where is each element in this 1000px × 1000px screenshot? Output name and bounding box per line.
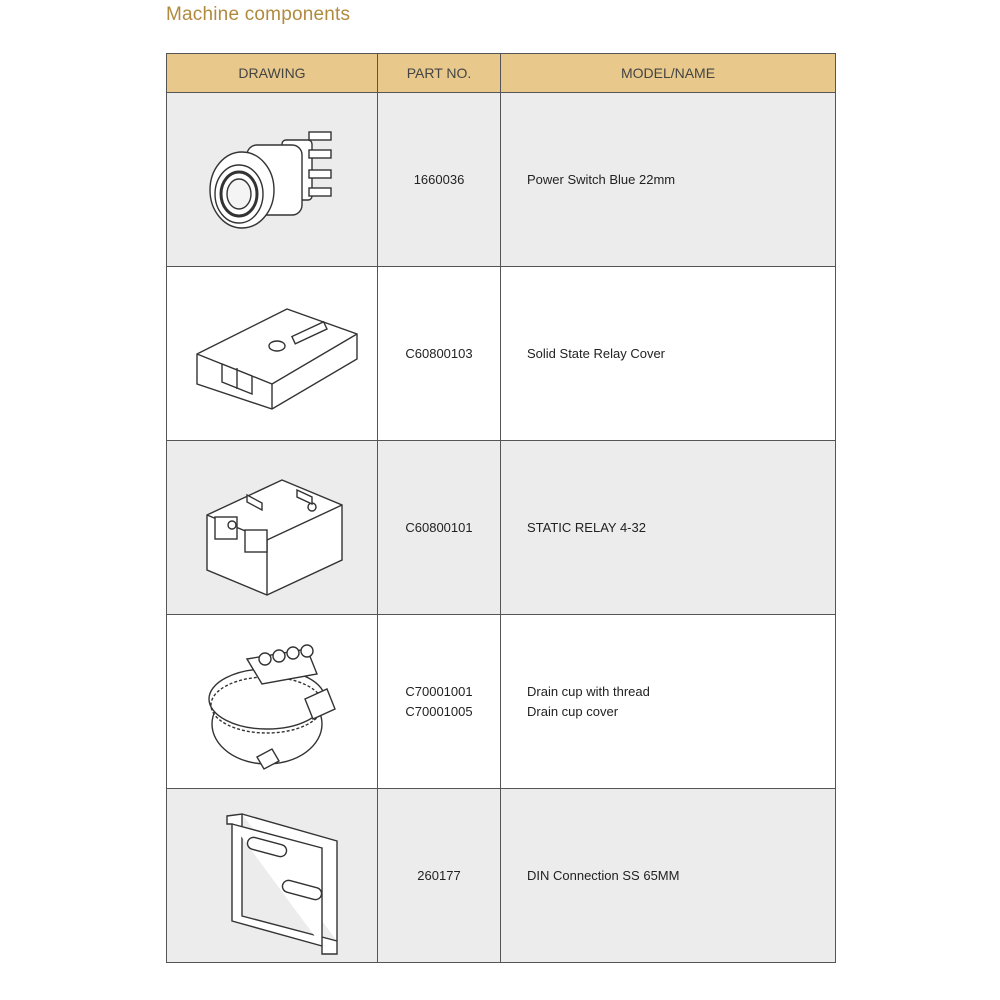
model-cell xyxy=(501,267,836,441)
din-rail-drawing xyxy=(187,796,357,956)
part-number: C60800101 xyxy=(405,519,473,535)
drawing-cell xyxy=(167,93,378,267)
part-number: C70001005 xyxy=(405,703,473,719)
table-row xyxy=(167,441,836,615)
drawing-cell xyxy=(167,789,378,963)
drawing-cell xyxy=(167,441,378,615)
drain-cup-drawing xyxy=(187,629,357,774)
components-table xyxy=(166,53,836,963)
part-number: C70001001 xyxy=(405,683,473,699)
model-cell xyxy=(501,93,836,267)
part-no-cell xyxy=(378,267,501,441)
model-name: Power Switch Blue 22mm xyxy=(527,171,676,187)
relay-cover-drawing xyxy=(177,284,367,424)
part-no-cell xyxy=(378,93,501,267)
header-model-name: MODEL/NAME xyxy=(501,54,836,93)
table-header-row xyxy=(167,54,836,93)
table-row xyxy=(167,93,836,267)
power-switch-drawing xyxy=(187,110,357,250)
model-name: DIN Connection SS 65MM xyxy=(527,867,680,883)
table-row xyxy=(167,615,836,789)
part-number: 1660036 xyxy=(413,171,465,187)
table-row xyxy=(167,789,836,963)
model-name: Solid State Relay Cover xyxy=(527,345,666,361)
page-title: Machine components xyxy=(166,4,351,25)
model-name: Drain cup cover xyxy=(527,703,619,719)
drawing-cell xyxy=(167,267,378,441)
model-name: Drain cup with thread xyxy=(527,683,650,699)
part-no-cell xyxy=(378,615,501,789)
model-name: STATIC RELAY 4-32 xyxy=(527,519,646,535)
static-relay-drawing xyxy=(187,455,357,600)
header-part-no: PART NO. xyxy=(378,54,501,93)
model-cell xyxy=(501,789,836,963)
part-no-cell xyxy=(378,441,501,615)
part-number: 260177 xyxy=(417,867,461,883)
header-drawing: DRAWING xyxy=(167,54,378,93)
model-cell xyxy=(501,615,836,789)
part-number: C60800103 xyxy=(405,345,473,361)
model-cell xyxy=(501,441,836,615)
part-no-cell xyxy=(378,789,501,963)
table-row xyxy=(167,267,836,441)
drawing-cell xyxy=(167,615,378,789)
